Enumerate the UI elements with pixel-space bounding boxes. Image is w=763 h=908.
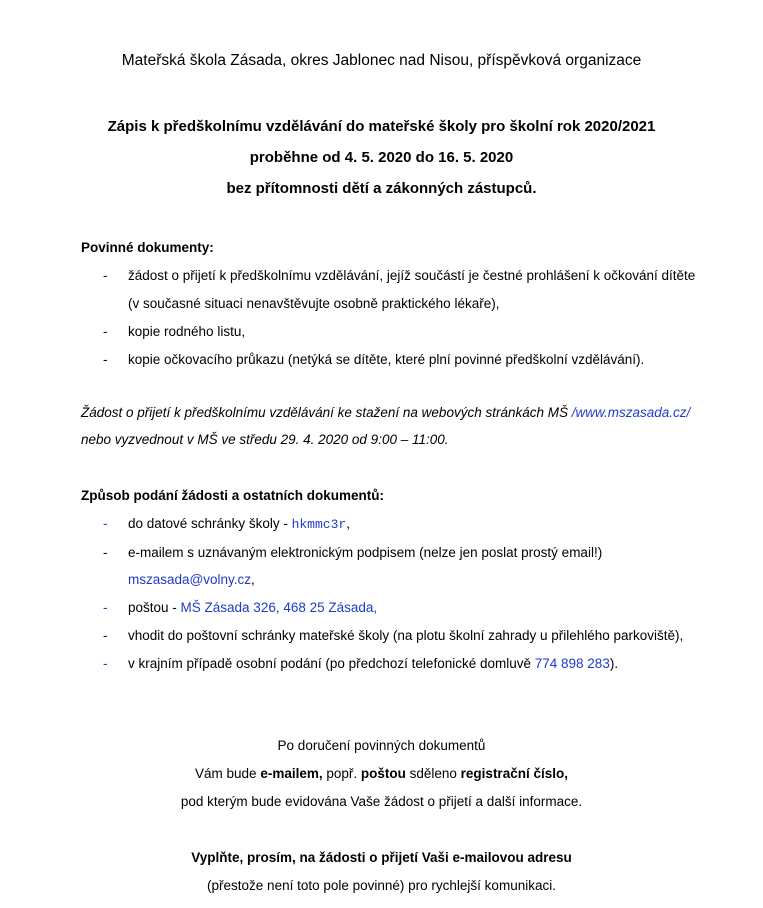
closing-line-4: Vyplňte, prosím, na žádosti o přijetí Vaši e-mailovou adresu xyxy=(191,850,572,865)
list-dash: - xyxy=(103,352,108,367)
headline-line-2: proběhne od 4. 5. 2020 do 16. 5. 2020 xyxy=(249,149,514,166)
submission-title: Způsob podání žádosti a ostatních dokumentů: xyxy=(81,488,384,503)
list-item-mailbox: vhodit do poštovní schránky mateřské školy (na plotu školní zahrady u přilehlého parkoviště), xyxy=(128,628,684,643)
list-item-suffix: , xyxy=(346,516,350,531)
closing-line-1: Po doručení povinných dokumentů xyxy=(277,738,486,753)
school-phone-number[interactable]: 774 898 283 xyxy=(534,656,610,671)
list-dash: - xyxy=(103,516,108,531)
list-item-text: poštou - xyxy=(128,600,181,615)
closing-emphasis: registrační číslo, xyxy=(460,766,568,781)
closing-text: Vám bude xyxy=(195,766,261,781)
school-website-link[interactable]: /www.mszasada.cz/ xyxy=(571,405,691,420)
list-item-email: e-mailem s uznávaným elektronickým podpisem (nelze jen poslat prostý email!) xyxy=(128,545,603,560)
school-postal-address: MŠ Zásada 326, 468 25 Zásada, xyxy=(180,600,378,615)
closing-emphasis: e-mailem, xyxy=(260,766,323,781)
list-dash: - xyxy=(103,600,108,615)
closing-line-3: pod kterým bude evidována Vaše žádost o přijetí a další informace. xyxy=(180,794,583,809)
list-item: žádost o přijetí k předškolnímu vzdělávání, jejíž součástí je čestné prohlášení k očkování dítěte xyxy=(128,268,696,283)
list-item: kopie očkovacího průkazu (netýká se dítěte, které plní povinné předškolní vzdělávání). xyxy=(128,352,645,367)
list-item-post xyxy=(128,600,377,615)
school-email-link[interactable]: mszasada@volny.cz xyxy=(128,572,251,587)
list-dash: - xyxy=(103,656,108,671)
required-documents-title: Povinné dokumenty: xyxy=(81,240,214,255)
closing-text: popř. xyxy=(322,766,361,781)
school-name: Mateřská škola Zásada, okres Jablonec nad Nisou, příspěvková organizace xyxy=(121,52,642,69)
list-dash: - xyxy=(103,628,108,643)
list-item-suffix: ). xyxy=(609,656,619,671)
closing-emphasis: poštou xyxy=(360,766,406,781)
list-item-continuation: (v současné situaci nenavštěvujte osobně praktického lékaře), xyxy=(128,296,500,311)
list-item-continuation xyxy=(128,572,255,587)
list-item-text: v krajním případě osobní podání (po předchozí telefonické domluvě xyxy=(128,656,535,671)
closing-line-5: (přestože není toto pole povinné) pro rychlejší komunikaci. xyxy=(207,878,556,893)
list-dash: - xyxy=(103,545,108,560)
list-dash: - xyxy=(103,268,108,283)
closing-text: sděleno xyxy=(405,766,461,781)
download-note-line-1 xyxy=(81,405,690,420)
list-item: kopie rodného listu, xyxy=(128,324,246,339)
list-item-text: do datové schránky školy - xyxy=(128,516,292,531)
headline-line-1: Zápis k předškolnímu vzdělávání do mateřské školy pro školní rok 2020/2021 xyxy=(107,118,656,135)
list-item-data-box xyxy=(128,516,350,532)
closing-line-2 xyxy=(0,766,763,781)
list-item-personal xyxy=(128,656,618,671)
headline-line-3: bez přítomnosti dětí a zákonných zástupců. xyxy=(226,180,537,197)
data-box-id: hkmmc3r xyxy=(291,517,347,532)
download-note-line-2: nebo vyzvednout v MŠ ve středu 29. 4. 2020 od 9:00 – 11:00. xyxy=(81,432,449,447)
list-item-suffix: , xyxy=(251,572,255,587)
list-dash: - xyxy=(103,324,108,339)
download-note-text: Žádost o přijetí k předškolnímu vzdělávání ke stažení na webových stránkách MŠ xyxy=(81,405,572,420)
